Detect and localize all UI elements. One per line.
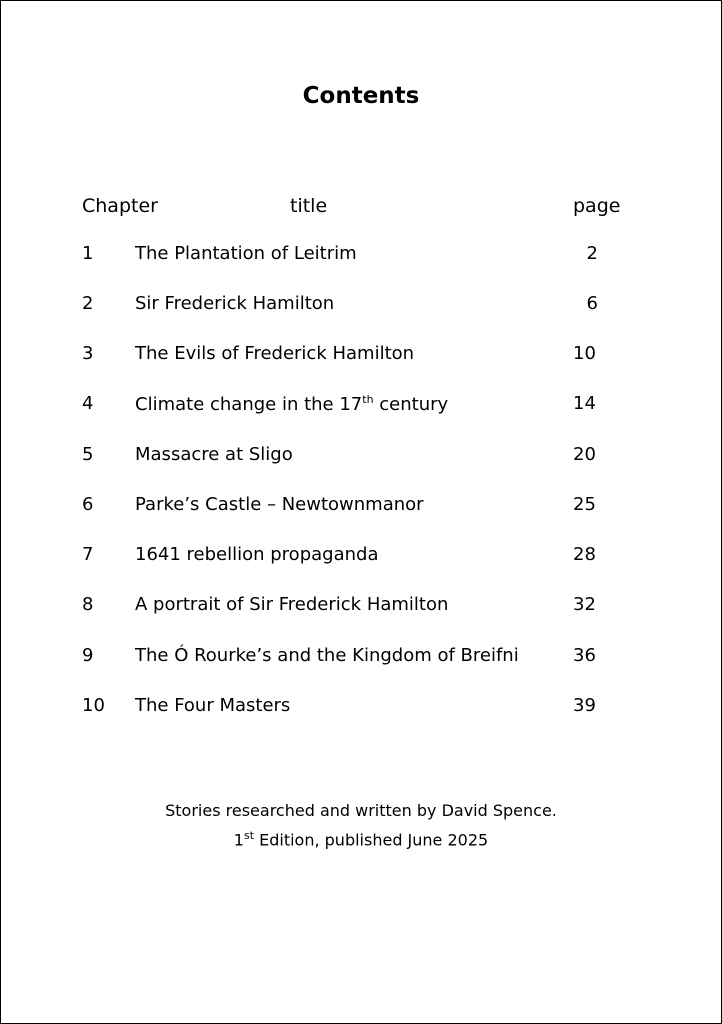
- page-number: 39: [573, 695, 596, 716]
- toc-row: [1, 544, 721, 572]
- page-number: 25: [573, 494, 596, 515]
- chapter-number: 1: [82, 243, 94, 264]
- toc-row: [1, 343, 721, 371]
- edition-note: [1, 829, 721, 849]
- toc-row: [1, 444, 721, 472]
- chapter-title: The Four Masters: [135, 695, 291, 716]
- chapter-number: 3: [82, 343, 94, 364]
- toc-row: [1, 243, 721, 271]
- column-header-page: page: [573, 195, 621, 217]
- page-number: 32: [573, 594, 596, 615]
- chapter-number: 10: [82, 695, 105, 716]
- chapter-number: 4: [82, 393, 94, 414]
- chapter-title: A portrait of Sir Frederick Hamilton: [135, 594, 449, 615]
- chapter-title-part: Climate change in the 17: [135, 394, 363, 415]
- chapter-title: Parke’s Castle – Newtownmanor: [135, 494, 424, 515]
- toc-row: [1, 594, 721, 622]
- chapter-title: [135, 393, 448, 415]
- chapter-title-superscript: th: [362, 393, 374, 406]
- page-number: 14: [573, 393, 596, 414]
- chapter-number: 6: [82, 494, 94, 515]
- page-number: 10: [573, 343, 596, 364]
- chapter-title: The Evils of Frederick Hamilton: [135, 343, 415, 364]
- chapter-number: 8: [82, 594, 94, 615]
- edition-superscript: st: [243, 829, 255, 842]
- chapter-title-part: century: [373, 394, 449, 415]
- page-number: 28: [573, 544, 596, 565]
- chapter-title: 1641 rebellion propaganda: [135, 544, 379, 565]
- author-credit: Stories researched and written by David Spence.: [165, 801, 557, 820]
- chapter-number: 7: [82, 544, 94, 565]
- page-number: 6: [586, 293, 598, 314]
- chapter-number: 2: [82, 293, 94, 314]
- toc-row: [1, 695, 721, 723]
- page-title: Contents: [302, 83, 420, 109]
- page-number: 20: [573, 444, 596, 465]
- chapter-number: 5: [82, 444, 94, 465]
- toc-row: [1, 393, 721, 421]
- toc-row: [1, 293, 721, 321]
- toc-row: [1, 645, 721, 673]
- chapter-title: Sir Frederick Hamilton: [135, 293, 335, 314]
- toc-row: [1, 494, 721, 522]
- page-number: 2: [586, 243, 598, 264]
- edition-part: Edition, published June 2025: [254, 830, 489, 850]
- chapter-title: Massacre at Sligo: [135, 444, 293, 465]
- column-header-title: title: [290, 195, 328, 217]
- column-header-chapter: Chapter: [82, 195, 158, 217]
- chapter-title: The Plantation of Leitrim: [135, 243, 357, 264]
- chapter-number: 9: [82, 645, 94, 666]
- chapter-title: The Ó Rourke’s and the Kingdom of Breifni: [135, 645, 519, 666]
- edition-part: 1: [233, 830, 244, 850]
- page-number: 36: [573, 645, 596, 666]
